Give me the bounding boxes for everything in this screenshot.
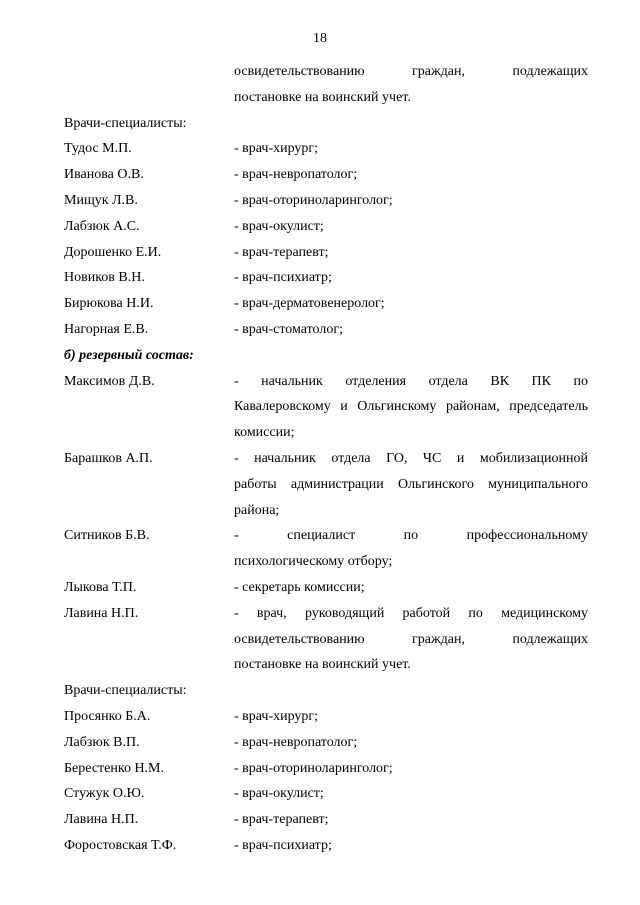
- specialist-row: [64, 240, 588, 266]
- member-role-line: освидетельствованию граждан, подлежащих: [234, 631, 588, 647]
- specialist-row: [64, 188, 588, 214]
- page-number: 18: [313, 31, 327, 46]
- specialist-row: [64, 781, 588, 807]
- specialist-name: Тудос М.П.: [64, 141, 132, 157]
- specialist-name: Лавина Н.П.: [64, 812, 139, 828]
- member-role: [234, 601, 588, 678]
- specialist-role: - врач-окулист;: [234, 218, 324, 234]
- specialist-row: [64, 265, 588, 291]
- specialist-role: - врач-стоматолог;: [234, 321, 343, 337]
- specialist-name: Форостовская Т.Ф.: [64, 837, 177, 853]
- member-role-line: - врач, руководящий работой по медицинскому: [234, 605, 588, 621]
- member-role-line: - начальник отдела ГО, ЧС и мобилизационной: [234, 450, 588, 466]
- specialist-name: Нагорная Е.В.: [64, 321, 149, 337]
- specialist-name: Лабзюк А.С.: [64, 218, 140, 234]
- continuation-line: освидетельствованию граждан, подлежащих: [234, 64, 588, 79]
- continuation-line: постановке на воинский учет.: [234, 89, 411, 105]
- specialist-role: - врач-невропатолог;: [234, 734, 358, 750]
- document-content: [64, 59, 588, 859]
- specialist-row: [64, 136, 588, 162]
- member-name: Ситников Б.В.: [64, 528, 150, 544]
- specialist-role: - врач-оториноларинголог;: [234, 192, 393, 208]
- member-role-line: комиссии;: [234, 425, 295, 441]
- member-row: [64, 446, 588, 523]
- member-role: [234, 369, 588, 446]
- specialist-row: [64, 317, 588, 343]
- member-row: [64, 369, 588, 446]
- specialists-heading: Врачи-специалисты:: [64, 115, 187, 131]
- specialist-name: Лабзюк В.П.: [64, 734, 140, 750]
- specialist-role: - врач-психиатр;: [234, 837, 332, 853]
- specialist-role: - врач-оториноларинголог;: [234, 760, 393, 776]
- specialist-name: Стужук О.Ю.: [64, 786, 145, 802]
- member-role-line: постановке на воинский учет.: [234, 657, 411, 673]
- specialist-role: - врач-хирург;: [234, 708, 319, 724]
- specialist-row: [64, 756, 588, 782]
- specialist-role: - врач-дерматовенеролог;: [234, 296, 385, 312]
- member-role-line: Кавалеровскому и Ольгинскому районам, председатель: [234, 399, 588, 415]
- specialist-role: - врач-терапевт;: [234, 812, 329, 828]
- member-role: [234, 446, 588, 523]
- member-name: Барашков А.П.: [64, 450, 153, 466]
- member-role: [234, 523, 588, 575]
- specialist-role: - врач-невропатолог;: [234, 167, 358, 183]
- member-row: [64, 575, 588, 601]
- specialist-role: - врач-психиатр;: [234, 270, 332, 286]
- member-role-line: - начальник отделения отдела ВК ПК по: [234, 373, 588, 389]
- specialist-name: Дорошенко Е.И.: [64, 244, 162, 260]
- specialist-row: [64, 704, 588, 730]
- specialist-name: Бирюкова Н.И.: [64, 296, 154, 312]
- member-role-line: - секретарь комиссии;: [234, 579, 365, 595]
- specialist-role: - врач-терапевт;: [234, 244, 329, 260]
- member-row: [64, 523, 588, 575]
- member-role-line: - специалист по профессиональному: [234, 528, 588, 544]
- specialists-heading: Врачи-специалисты:: [64, 683, 187, 699]
- specialist-name: Иванова О.В.: [64, 167, 144, 183]
- specialist-row: [64, 291, 588, 317]
- specialist-role: - врач-окулист;: [234, 786, 324, 802]
- continuation-block: [64, 59, 588, 111]
- member-row: [64, 601, 588, 678]
- reserve-section-heading: б) резервный состав:: [64, 347, 194, 363]
- specialist-row: [64, 214, 588, 240]
- member-name: Лыкова Т.П.: [64, 579, 137, 595]
- specialist-row: [64, 162, 588, 188]
- specialist-row: [64, 833, 588, 859]
- specialist-name: Мищук Л.В.: [64, 192, 138, 208]
- member-role: [234, 575, 588, 601]
- member-name: Максимов Д.В.: [64, 373, 155, 389]
- specialist-row: [64, 730, 588, 756]
- specialist-role: - врач-хирург;: [234, 141, 319, 157]
- member-name: Лавина Н.П.: [64, 605, 139, 621]
- member-role-line: района;: [234, 502, 280, 518]
- specialist-name: Берестенко Н.М.: [64, 760, 165, 776]
- member-role-line: работы администрации Ольгинского муниципального: [234, 476, 588, 492]
- specialist-name: Новиков В.Н.: [64, 270, 145, 286]
- specialist-row: [64, 807, 588, 833]
- member-role-line: психологическому отбору;: [234, 554, 393, 570]
- specialist-name: Просянко Б.А.: [64, 708, 151, 724]
